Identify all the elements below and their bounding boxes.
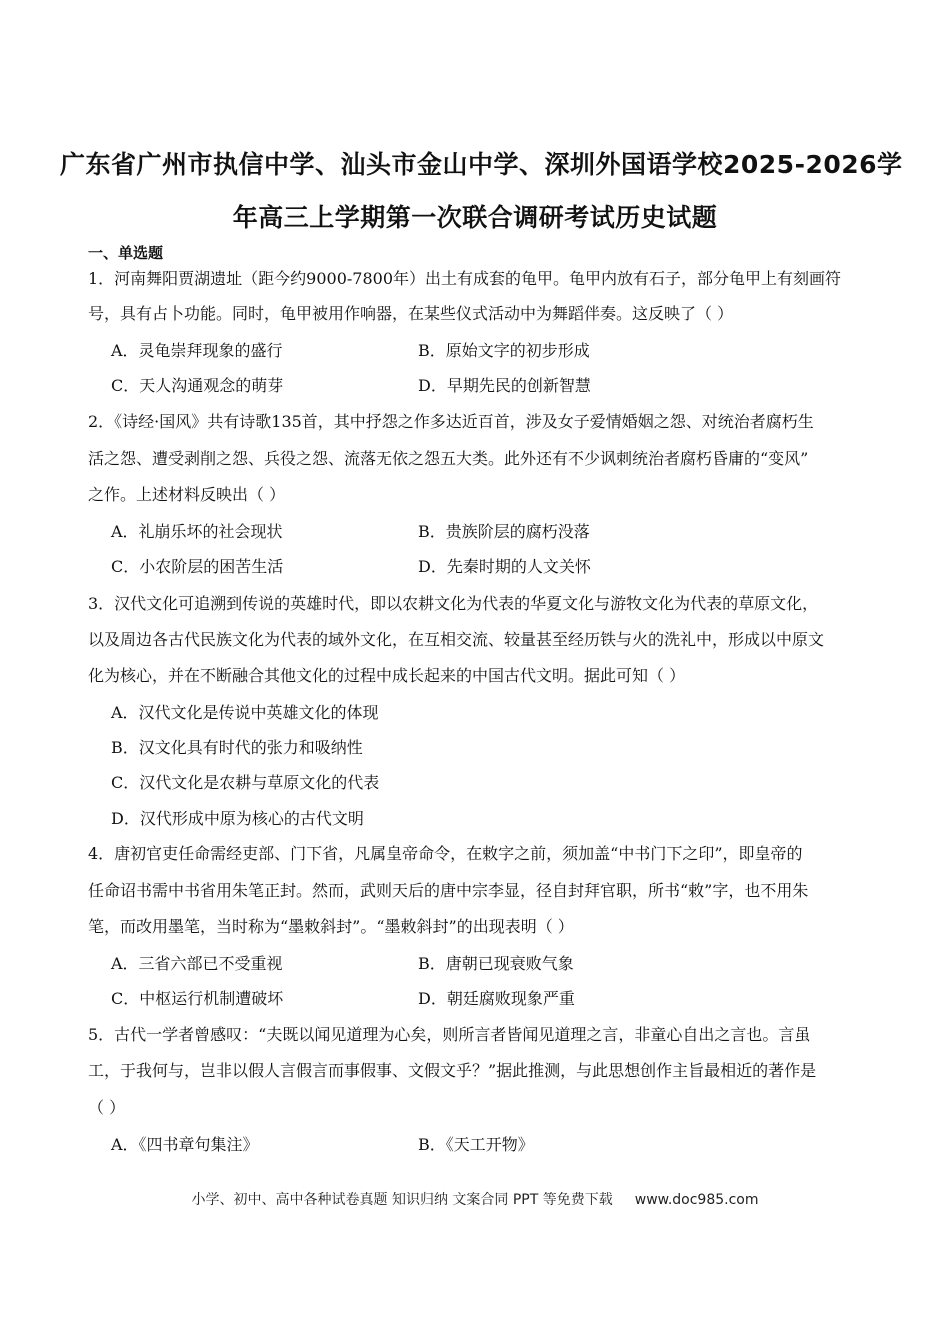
question-3-text-line-3: 化为核心，并在不断融合其他文化的过程中成长起来的中国古代文明。据此可知（ ） — [88, 666, 686, 685]
question-4-text-line-3: 笔，而改用墨笔，当时称为“墨敕斜封”。“墨敕斜封”的出现表明（ ） — [88, 917, 574, 936]
question-3-text-line-2: 以及周边各古代民族文化为代表的域外文化，在互相交流、较量甚至经历铁与火的洗礼中，形成以中原文 — [88, 630, 825, 649]
question-5-text-line-1: 5．古代一学者曾感叹：“夫既以闻见道理为心矣，则所言者皆闻见道理之言，非童心自出之言也。言虽 — [88, 1025, 811, 1044]
question-2-option-a[interactable]: A．礼崩乐坏的社会现状 — [111, 522, 283, 541]
question-3-option-d[interactable]: D．汉代形成中原为核心的古代文明 — [111, 809, 364, 828]
question-4-text-line-1: 4．唐初官吏任命需经吏部、门下省，凡属皇帝命令，在敕字之前，须加盖“中书门下之印”，即皇帝的 — [88, 844, 803, 863]
question-1-option-d[interactable]: D．早期先民的创新智慧 — [418, 376, 591, 395]
question-1-text-line-2: 号，具有占卜功能。同时，龟甲被用作响器，在某些仪式活动中为舞蹈伴奏。这反映了（ ） — [88, 304, 734, 323]
question-2-text-line-3: 之作。上述材料反映出（ ） — [88, 485, 286, 504]
question-4-option-d[interactable]: D．朝廷腐败现象严重 — [418, 989, 575, 1008]
question-5-option-a[interactable]: A．《四书章句集注》 — [111, 1135, 259, 1154]
footer-link[interactable]: www.doc985.com — [634, 1192, 759, 1208]
question-3-option-c[interactable]: C．汉代文化是农耕与草原文化的代表 — [111, 773, 380, 792]
page-footer — [0, 1190, 950, 1210]
question-4-text-line-2: 任命诏书需中书省用朱笔正封。然而，武则天后的唐中宗李显，径自封拜官职，所书“敕”字，也不用朱 — [88, 881, 809, 900]
question-5-text-line-2: 工，于我何与，岂非以假人言假言而事假事、文假文乎？”据此推测，与此思想创作主旨最相近的著作是 — [88, 1061, 817, 1080]
question-2-option-b[interactable]: B．贵族阶层的腐朽没落 — [418, 522, 590, 541]
question-5-text-line-3: （ ） — [88, 1098, 126, 1117]
document-title-line-1: 广东省广州市执信中学、汕头市金山中学、深圳外国语学校2025-2026学 — [60, 150, 903, 179]
question-1-option-a[interactable]: A．灵龟崇拜现象的盛行 — [111, 341, 283, 360]
question-2-option-c[interactable]: C．小农阶层的困苦生活 — [111, 557, 284, 576]
question-3-option-b[interactable]: B．汉文化具有时代的张力和吸纳性 — [111, 738, 363, 757]
question-2-text-line-1: 2．《诗经·国风》共有诗歌135首，其中抒怨之作多达近百首，涉及女子爱情婚姻之怨、对统治者腐朽生 — [88, 412, 814, 431]
section-heading: 一、单选题 — [88, 244, 164, 262]
question-1-option-b[interactable]: B．原始文字的初步形成 — [418, 341, 590, 360]
question-4-option-c[interactable]: C．中枢运行机制遭破坏 — [111, 989, 284, 1008]
question-1-text-line-1: 1．河南舞阳贾湖遗址（距今约9000-7800年）出土有成套的龟甲。龟甲内放有石子，部分龟甲上有刻画符 — [88, 269, 842, 288]
question-2-option-d[interactable]: D．先秦时期的人文关怀 — [418, 557, 591, 576]
question-3-text-line-1: 3．汉代文化可追溯到传说的英雄时代，即以农耕文化为代表的华夏文化与游牧文化为代表的草原文化， — [88, 594, 819, 613]
document-title-line-2: 年高三上学期第一次联合调研考试历史试题 — [232, 203, 718, 232]
question-1-option-c[interactable]: C．天人沟通观念的萌芽 — [111, 376, 284, 395]
question-5-option-b[interactable]: B．《天工开物》 — [418, 1135, 534, 1154]
question-4-option-a[interactable]: A．三省六部已不受重视 — [111, 954, 283, 973]
question-3-option-a[interactable]: A．汉代文化是传说中英雄文化的体现 — [111, 703, 379, 722]
question-2-text-line-2: 活之怨、遭受剥削之怨、兵役之怨、流落无依之怨五大类。此外还有不少讽刺统治者腐朽昏庸的“变风” — [88, 449, 809, 468]
footer-text: 小学、初中、高中各种试卷真题 知识归纳 文案合同 PPT 等免费下载 — [191, 1192, 613, 1208]
question-4-option-b[interactable]: B．唐朝已现衰败气象 — [418, 954, 574, 973]
